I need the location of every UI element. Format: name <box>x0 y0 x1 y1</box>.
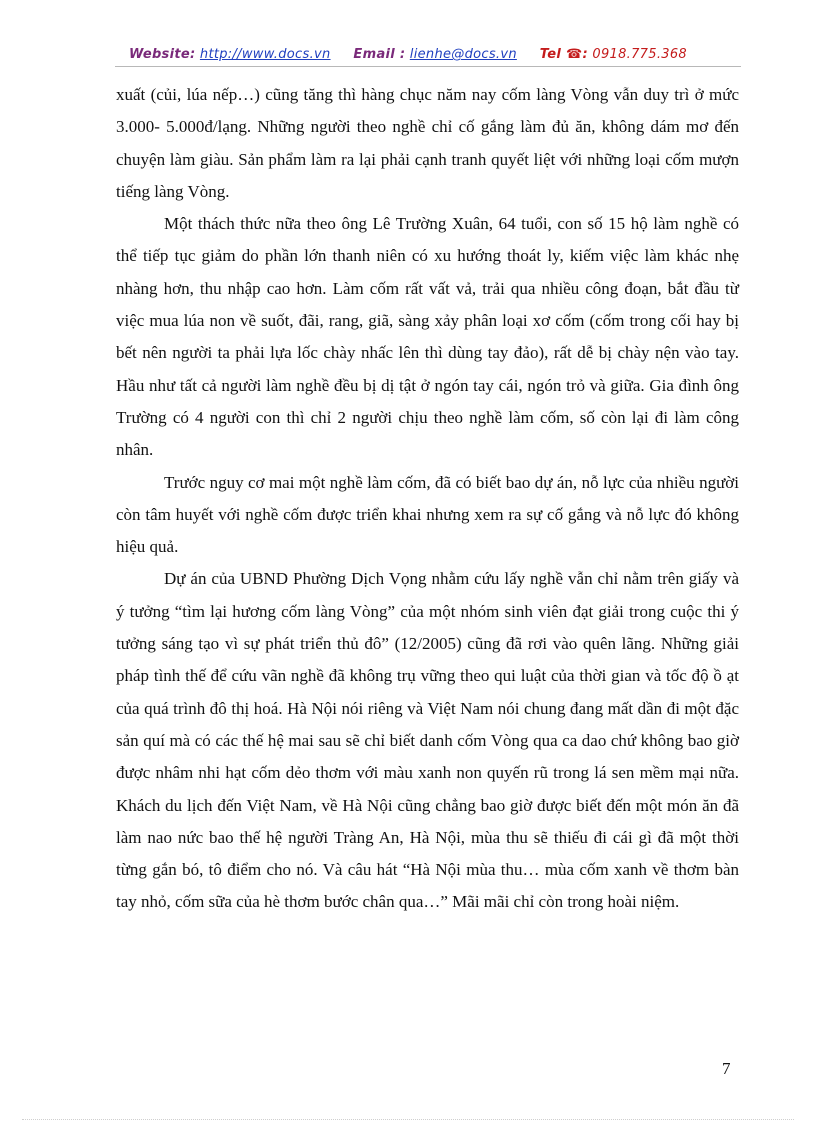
phone-label: Tel ☎: <box>539 47 588 62</box>
page-number: 7 <box>722 1059 731 1078</box>
website-label: Website: <box>129 47 196 62</box>
paragraph-2: Một thách thức nữa theo ông Lê Trường Xuân, 64 tuổi, con số 15 hộ làm nghề có thể tiếp tục giảm do phần lớn thanh niên có xu hướng thoát ly, kiếm việc làm khác nhẹ nhàng hơn, thu nhập cao hơn. Làm cốm rất vất vả, trải qua nhiều công đoạn, bắt đầu từ việc mua lúa non về suốt, đãi, rang, giã, sàng xảy phân loại xơ cốm (cốm trong cối hay bị bết nên người ta phải lựa lốc chày nhấc lên thì dùng tay đảo), rất dễ bị chày nện vào tay. Hầu như tất cả người làm nghề đều bị dị tật ở ngón tay cái, ngón trỏ và giữa. Gia đình ông Trường có 4 người con thì chỉ 2 người chịu theo nghề làm cốm, số còn lại đi làm công nhân. <box>116 214 739 460</box>
paragraph-4: Dự án của UBND Phường Dịch Vọng nhằm cứu lấy nghề vẫn chỉ nằm trên giấy và ý tưởng “tìm lại hương cốm làng Vòng” của một nhóm sinh viên đạt giải trong cuộc thi ý tưởng sáng tạo vì sự phát triển thủ đô” (12/2005) cũng đã rơi vào quên lãng. Những giải pháp tình thế để cứu vãn nghề đã không trụ vững theo qui luật của thời gian và tốc độ ồ ạt của quá trình đô thị hoá. Hà Nội nói riêng và Việt Nam nói chung đang mất dần đi một đặc sản quí mà có các thế hệ mai sau sẽ chỉ biết danh cốm Vòng qua ca dao chứ không bao giờ được nhâm nhi hạt cốm dẻo thơm với màu xanh non quyến rũ trong lá sen mềm mại nữa. Khách du lịch đến Việt Nam, về Hà Nội cũng chẳng bao giờ được biết đến một món ăn đã làm nao nức bao thế hệ người Tràng An, Hà Nội, mùa thu sẽ thiếu đi cái gì đã một thời từng gắn bó, tô điểm cho nó. Và câu hát “Hà Nội mùa thu… mùa cốm xanh về thơm bàn tay nhỏ, cốm sữa của hè thơm bước chân qua…” Mãi mãi chỉ còn trong hoài niệm. <box>116 569 739 912</box>
page-bottom-border <box>22 1119 794 1120</box>
email-label: Email : <box>353 47 406 62</box>
email-link[interactable]: lienhe@docs.vn <box>409 47 517 62</box>
phone-number: 0918.775.368 <box>592 47 687 62</box>
website-link[interactable]: http://www.docs.vn <box>199 47 331 62</box>
header-divider <box>115 66 741 67</box>
paragraph-1: xuất (củi, lúa nếp…) cũng tăng thì hàng chục năm nay cốm làng Vòng vẫn duy trì ở mức 3.000- 5.000đ/lạng. Những người theo nghề chỉ cố gắng làm đủ ăn, không dám mơ đến chuyện làm giàu. Sản phẩm làm ra lại phải cạnh tranh quyết liệt với những loại cốm mượn tiếng làng Vòng. <box>116 85 739 201</box>
page-header <box>0 47 816 62</box>
paragraph-3: Trước nguy cơ mai một nghề làm cốm, đã có biết bao dự án, nỗ lực của nhiều người còn tâm huyết với nghề cốm được triển khai nhưng xem ra sự cố gắng và nỗ lực đó không hiệu quả. <box>116 472 739 557</box>
document-body <box>116 79 739 919</box>
